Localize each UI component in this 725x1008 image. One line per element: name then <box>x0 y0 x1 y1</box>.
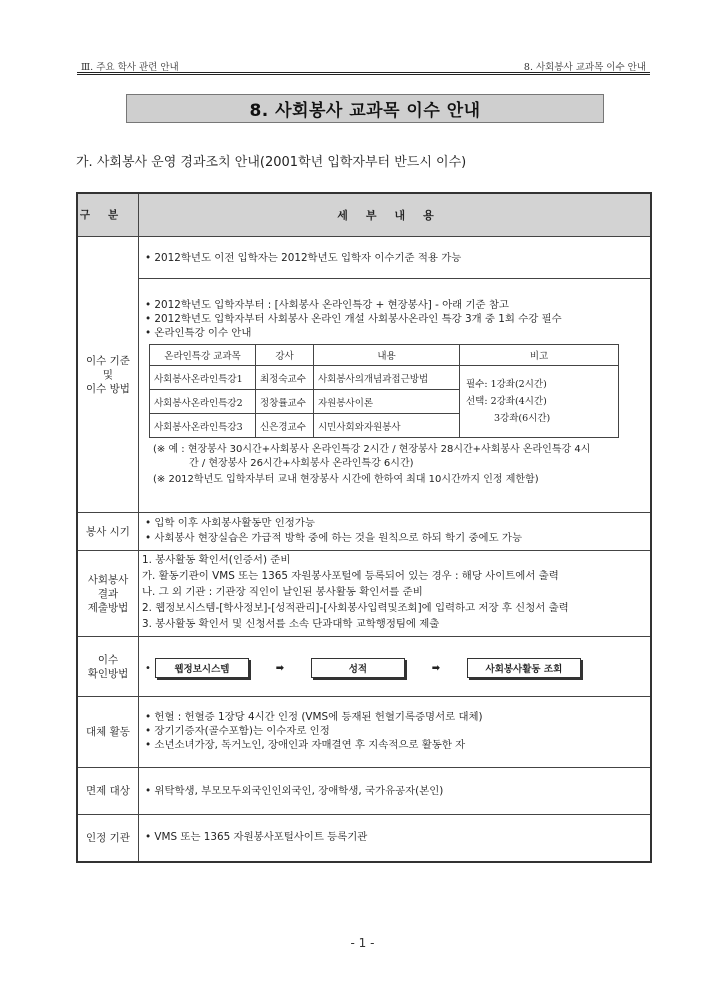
submit-line: 가. 활동기관이 VMS 또는 1365 자원봉사포털에 등록되어 있는 경우 : 해당 사이트에서 출력 <box>142 570 559 582</box>
submit-line: 2. 웹정보시스템-[학사정보]-[성적관리]-[사회봉사입력및조회]에 입력하고 저장 후 신청서 출력 <box>142 602 569 614</box>
period-line: • 입학 이후 사회봉사활동만 인정가능 <box>145 517 315 529</box>
row-label-exempt: 면제 대상 <box>78 768 139 814</box>
table-row-agency <box>78 815 650 861</box>
step-service-lookup: 사회봉사활동 조회 <box>467 658 581 678</box>
table-row-substitute <box>78 697 650 768</box>
bullet: • <box>145 662 151 674</box>
course-name: 사회봉사온라인특강3 <box>150 414 256 438</box>
page-number: - 1 - <box>350 936 375 950</box>
step-web-info-system: 웹정보시스템 <box>155 658 249 678</box>
step-grades: 성적 <box>311 658 405 678</box>
row-content-substitute <box>139 697 650 767</box>
row-label-agency: 인정 기관 <box>78 815 139 861</box>
method-line-a: • 2012학년도 이전 입학자는 2012학년도 입학자 이수기준 적용 가능 <box>145 252 462 264</box>
label-line: 이수 기준 <box>86 354 130 367</box>
col-note: 비고 <box>460 345 619 366</box>
row-label-method <box>78 237 139 512</box>
header-chapter: 8. 사회봉사 교과목 이수 안내 <box>523 62 646 73</box>
table-row-exempt <box>78 768 650 815</box>
method-line-b1: • 2012학년도 입학자부터 : [사회봉사 온라인특강 + 현장봉사] - 아래 기준 참고 <box>145 299 509 311</box>
col-lecturer: 강사 <box>256 345 314 366</box>
header-category: 구분 <box>78 194 139 236</box>
submit-line: 나. 그 외 기관 : 기관장 직인이 날인된 봉사활동 확인서를 준비 <box>142 586 423 598</box>
row-content-agency <box>139 815 650 861</box>
row-content-submit <box>139 551 650 636</box>
substitute-line: • 소년소녀가장, 독거노인, 장애인과 자매결연 후 지속적으로 활동한 자 <box>145 739 466 751</box>
label-line: 확인방법 <box>87 667 129 680</box>
table-header-row <box>78 194 650 237</box>
inner-divider <box>139 278 650 279</box>
running-header <box>77 55 650 75</box>
arrow-right-icon: ➡ <box>275 662 285 674</box>
page-title: 8. 사회봉사 교과목 이수 안내 <box>249 101 481 121</box>
table-row-check <box>78 637 650 697</box>
course-content: 자원봉사이론 <box>314 390 460 414</box>
submit-line: 3. 봉사활동 확인서 및 신청서를 소속 단과대학 교학행정팀에 제출 <box>142 618 440 630</box>
period-line: • 사회봉사 현장실습은 가급적 방학 중에 하는 것을 원칙으로 하되 학기 중에도 가능 <box>145 532 522 544</box>
note-line: 필수: 1강좌(2시간) <box>466 379 547 390</box>
row-content-method <box>139 237 650 512</box>
method-line-b3: • 온라인특강 이수 안내 <box>145 327 252 339</box>
table-row <box>150 366 619 390</box>
course-content: 시민사회와자원봉사 <box>314 414 460 438</box>
check-flow <box>145 657 581 679</box>
label-line: 제출방법 <box>87 601 129 614</box>
example-line-1: (※ 예 : 현장봉사 30시간+사회봉사 온라인특강 2시간 / 현장봉사 28시간+사회봉사 온라인특강 4시 <box>153 444 591 455</box>
lecturer: 신은경교수 <box>256 414 314 438</box>
row-label-check <box>78 637 139 696</box>
row-content-exempt <box>139 768 650 814</box>
section-subheading: 가. 사회봉사 운영 경과조치 안내(2001학년 입학자부터 반드시 이수) <box>76 155 467 170</box>
agency-line: • VMS 또는 1365 자원봉사포털사이트 등록기관 <box>145 831 368 843</box>
example-line-2: 간 / 현장봉사 26시간+사회봉사 온라인특강 6시간) <box>189 458 414 469</box>
course-note <box>460 366 619 438</box>
row-label-period: 봉사 시기 <box>78 513 139 550</box>
online-course-table <box>149 344 619 438</box>
header-rule-2 <box>77 74 650 75</box>
table-row-period <box>78 513 650 551</box>
row-label-submit <box>78 551 139 636</box>
course-content: 사회봉사의개념과접근방법 <box>314 366 460 390</box>
col-course: 온라인특강 교과목 <box>150 345 256 366</box>
label-line: 이수 방법 <box>86 382 130 395</box>
course-name: 사회봉사온라인특강1 <box>150 366 256 390</box>
lecturer: 정창률교수 <box>256 390 314 414</box>
col-content: 내용 <box>314 345 460 366</box>
row-content-check <box>139 637 650 696</box>
note-line: 3강좌(6시간) <box>494 413 551 424</box>
header-rule <box>77 72 650 73</box>
example-line-3: (※ 2012학년도 입학자부터 교내 현장봉사 시간에 한하여 최대 10시간까지 인정 제한함) <box>153 474 539 485</box>
method-line-b2: • 2012학년도 입학자부터 사회봉사 온라인 개설 사회봉사온라인 특강 3개 중 1회 수강 필수 <box>145 313 562 325</box>
table-row-submit <box>78 551 650 637</box>
lecturer: 최정숙교수 <box>256 366 314 390</box>
submit-line: 1. 봉사활동 확인서(인증서) 준비 <box>142 554 291 566</box>
header-details: 세부내용 <box>337 209 452 222</box>
label-line: 사회봉사 <box>87 573 129 586</box>
note-line: 선택: 2강좌(4시간) <box>466 396 547 407</box>
exempt-line: • 위탁학생, 부모모두외국인인외국인, 장애학생, 국가유공자(본인) <box>145 785 444 797</box>
online-table-header <box>150 345 619 366</box>
label-line: 및 <box>102 368 114 381</box>
course-name: 사회봉사온라인특강2 <box>150 390 256 414</box>
label-line: 결과 <box>97 587 119 600</box>
info-table <box>76 192 652 863</box>
header-section: Ⅲ. 주요 학사 관련 안내 <box>81 62 179 73</box>
row-label-substitute: 대체 활동 <box>78 697 139 767</box>
row-content-period <box>139 513 650 550</box>
table-row-method <box>78 237 650 513</box>
substitute-line: • 헌혈 : 헌혈증 1장당 4시간 인정 (VMS에 등재된 헌혈기록증명서로 대체) <box>145 711 483 723</box>
label-line: 이수 <box>97 653 119 666</box>
substitute-line: • 장기기증자(골수포함)는 이수자로 인정 <box>145 725 330 737</box>
title-banner <box>126 94 604 123</box>
arrow-right-icon: ➡ <box>431 662 441 674</box>
